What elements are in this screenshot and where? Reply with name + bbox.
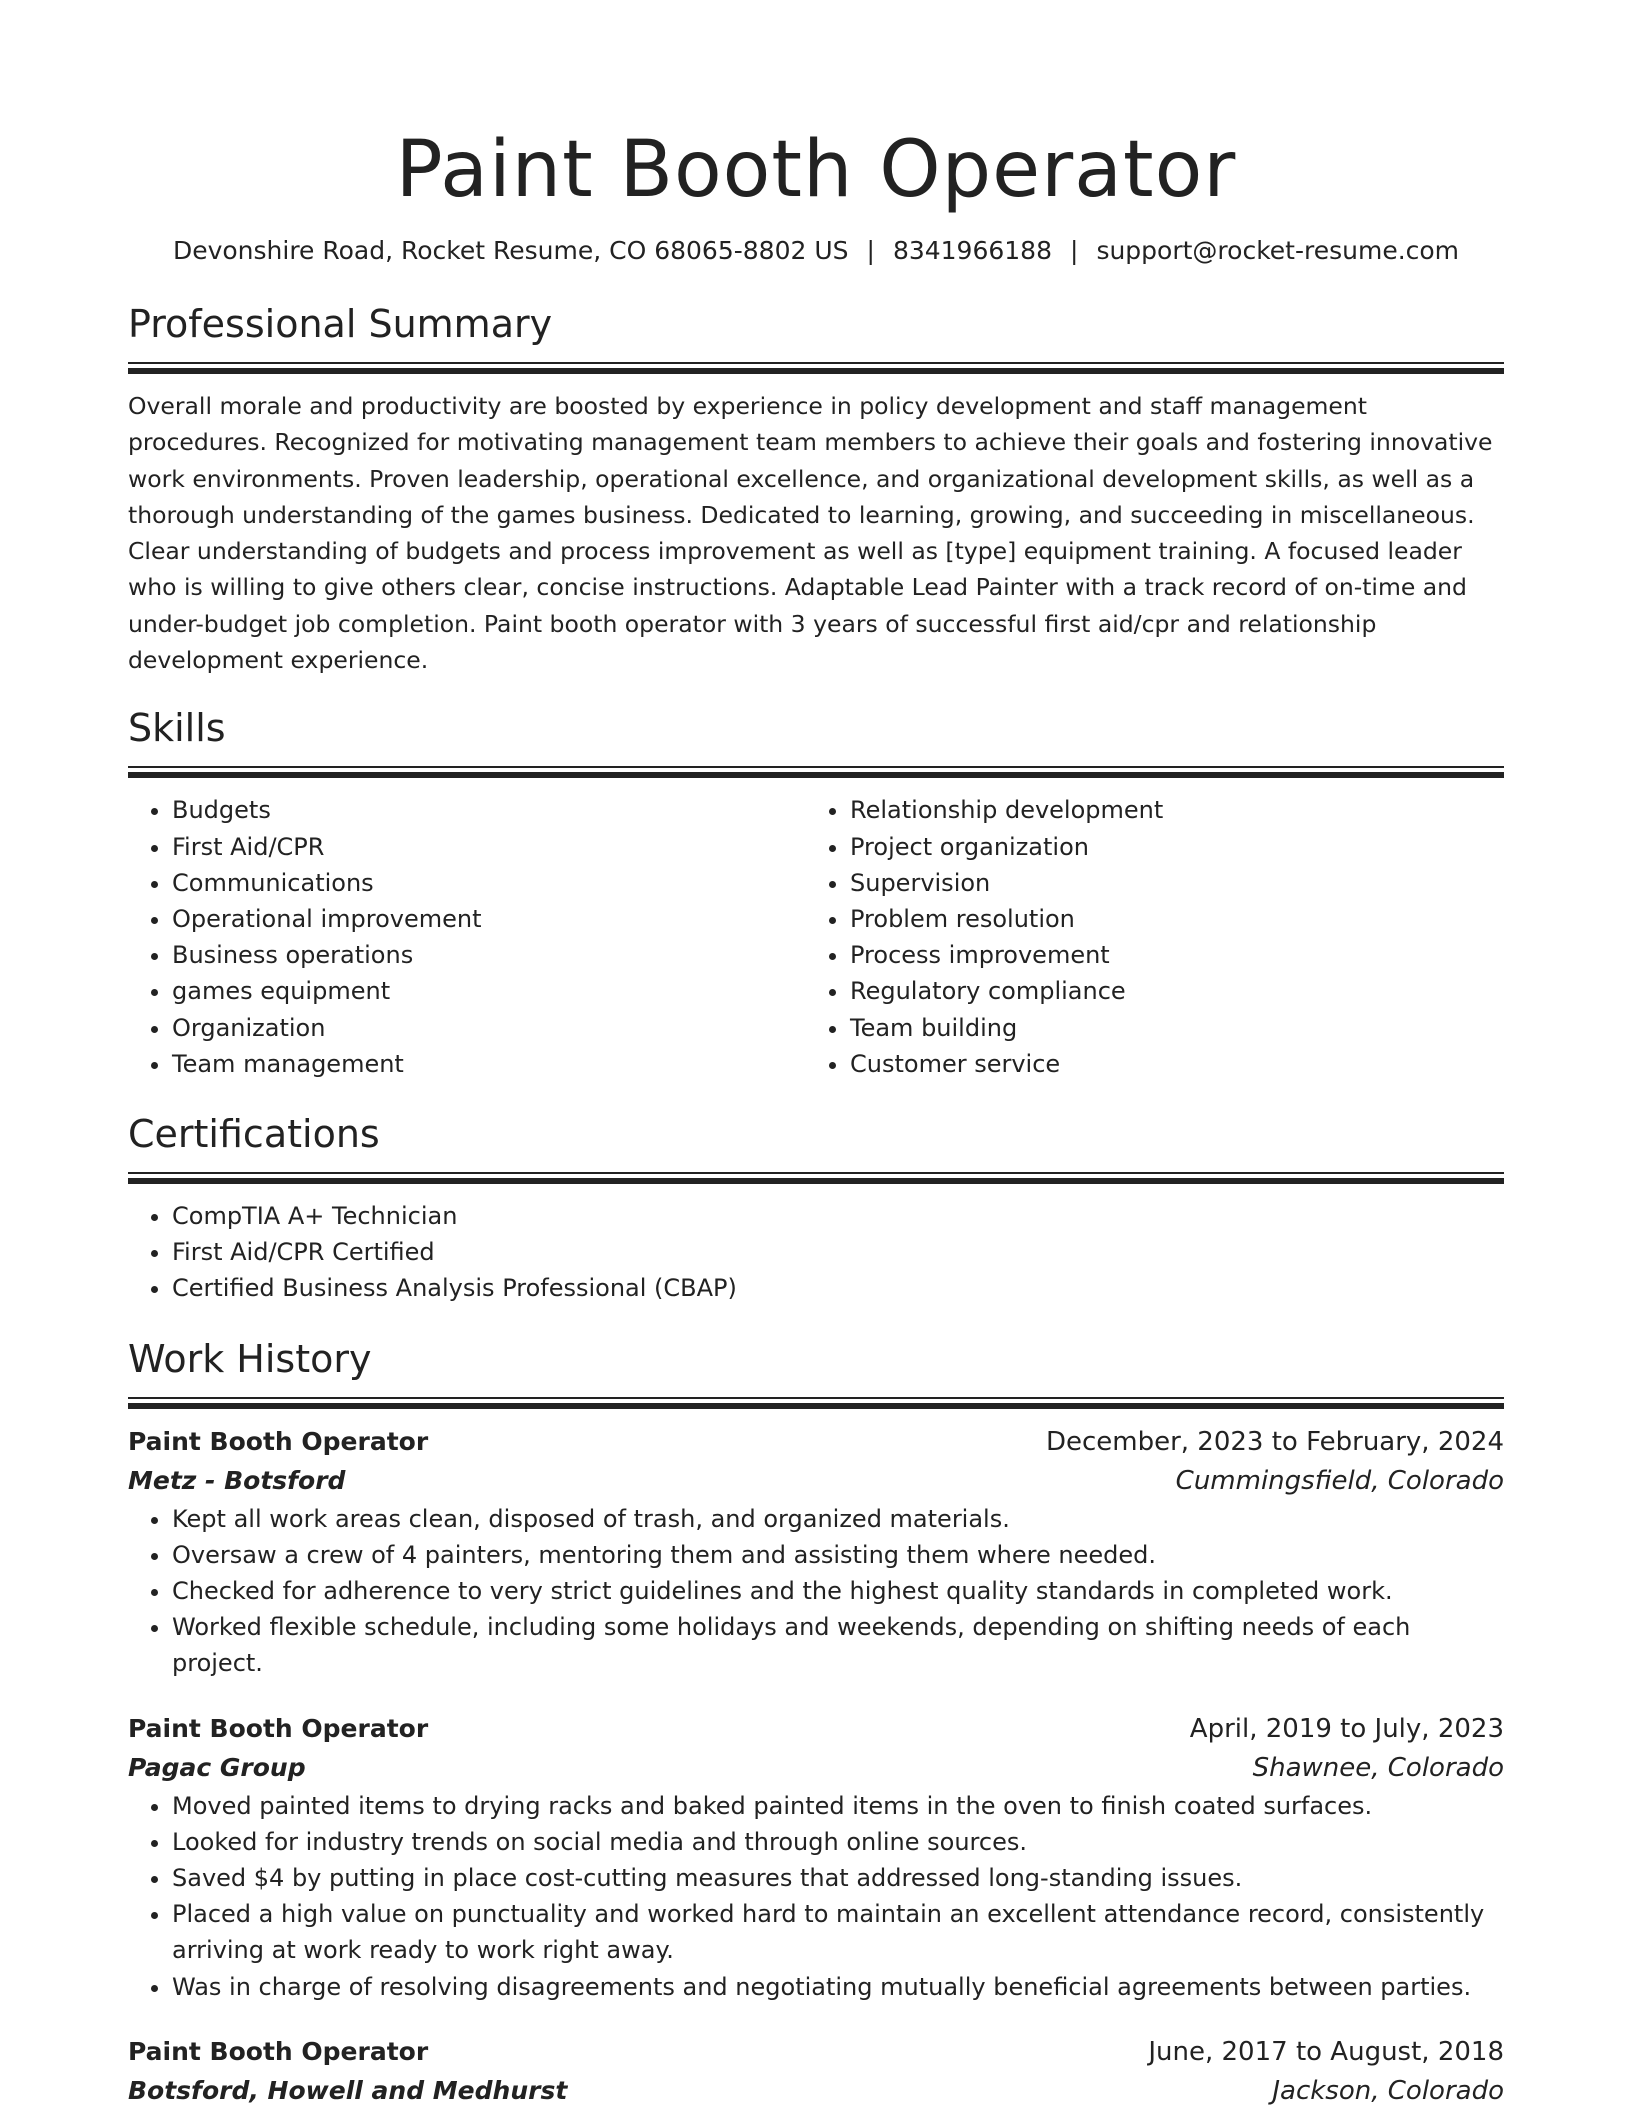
section-title-certifications: Certifications [128, 1112, 380, 1156]
skill-item: • Budgets [172, 792, 806, 828]
section-divider [128, 362, 1504, 374]
section-title-skills: Skills [128, 706, 226, 751]
skill-item: • Business operations [172, 937, 806, 973]
summary-text: Overall morale and productivity are boosted by experience in policy development and staff management procedures. Recognized for motivating management team members to achieve their goals and fostering innovative work environments. Proven leadership, operational excellence, and organizational development skills, as well as a thorough understanding of the games business. Dedicated to learning, growing, and succeeding in miscellaneous. Clear understanding of budgets and process improvement as well as [type] equipment training. A focused leader who is willing to give others clear, concise instructions. Adaptable Lead Painter with a track record of on-time and under-budget job completion. Paint booth operator with 3 years of successful first aid/cpr and relationship development experience. [128, 392, 1493, 675]
job-list [128, 1423, 1504, 2111]
job-title: Paint Booth Operator [128, 2036, 429, 2066]
job-duty-item: • Placed a high value on punctuality and worked hard to maintain an excellent attendance record, consistently arriving at work ready to work right away. [172, 1896, 1504, 1968]
skills-column-right [806, 792, 1484, 1082]
skill-item: • Customer service [850, 1046, 1484, 1082]
job-dates: April, 2019 to July, 2023 [1189, 1713, 1504, 1744]
job-location: Cummingsfield, Colorado [1175, 1465, 1504, 1496]
job-title: Paint Booth Operator [128, 1713, 429, 1743]
skills-list-left [128, 792, 806, 1082]
job-company: Botsford, Howell and Medhurst [128, 2075, 568, 2105]
skill-item: • Problem resolution [850, 901, 1484, 937]
job-duties-list [128, 1501, 1504, 1682]
contact-phone: 8341966188 [892, 236, 1052, 265]
skills-section [128, 702, 1504, 1082]
job-header [128, 2033, 1504, 2071]
job-duty-item: • Was in charge of resolving disagreements and negotiating mutually beneficial agreements between parties. [172, 1969, 1504, 2005]
certification-item: • First Aid/CPR Certified [172, 1234, 1504, 1270]
certifications-section [128, 1108, 1504, 1307]
job-dates: December, 2023 to February, 2024 [1045, 1426, 1504, 1457]
skill-item: • Organization [172, 1010, 806, 1046]
section-divider [128, 1172, 1504, 1184]
job-subheader [128, 2071, 1504, 2111]
contact-line [128, 234, 1504, 268]
job-duty-item: • Oversaw a crew of 4 painters, mentoring them and assisting them where needed. [172, 1537, 1504, 1573]
section-divider [128, 766, 1504, 778]
resume-page [128, 0, 1504, 2111]
certification-item: • CompTIA A+ Technician [172, 1198, 1504, 1234]
skill-item: • games equipment [172, 973, 806, 1009]
job-duty-item: • Checked for adherence to very strict guidelines and the highest quality standards in completed work. [172, 1573, 1504, 1609]
job-duty-item: • Saved $4 by putting in place cost-cutting measures that addressed long-standing issues. [172, 1860, 1504, 1896]
certifications-list [128, 1198, 1504, 1307]
skill-item: • First Aid/CPR [172, 829, 806, 865]
job-subheader [128, 1748, 1504, 1788]
job-entry [128, 1710, 1504, 2005]
skills-column-left [128, 792, 806, 1082]
skill-item: • Team building [850, 1010, 1484, 1046]
section-divider [128, 1397, 1504, 1409]
skill-item: • Process improvement [850, 937, 1484, 973]
job-duty-item: • Looked for industry trends on social media and through online sources. [172, 1824, 1504, 1860]
skill-item: • Supervision [850, 865, 1484, 901]
job-header [128, 1710, 1504, 1748]
job-duty-item: • Worked flexible schedule, including some holidays and weekends, depending on shifting needs of each project. [172, 1609, 1504, 1681]
job-duties-list [128, 1788, 1504, 2005]
skill-item: • Project organization [850, 829, 1484, 865]
skill-item: • Regulatory compliance [850, 973, 1484, 1009]
job-location: Jackson, Colorado [1272, 2075, 1504, 2106]
job-entry [128, 2033, 1504, 2111]
job-company: Metz - Botsford [128, 1465, 346, 1495]
certification-item: • Certified Business Analysis Professional (CBAP) [172, 1270, 1504, 1306]
skill-item: • Operational improvement [172, 901, 806, 937]
job-entry [128, 1423, 1504, 1682]
job-company: Pagac Group [128, 1752, 306, 1782]
skill-item: • Communications [172, 865, 806, 901]
job-title: Paint Booth Operator [128, 1426, 429, 1456]
skills-list-right [806, 792, 1484, 1082]
job-header [128, 1423, 1504, 1461]
contact-email: support@rocket-resume.com [1096, 236, 1460, 265]
work-history-section [128, 1333, 1504, 2111]
skill-item: • Relationship development [850, 792, 1484, 828]
section-title-summary: Professional Summary [128, 302, 553, 346]
skill-item: • Team management [172, 1046, 806, 1082]
contact-separator: | [1070, 236, 1079, 265]
contact-address: Devonshire Road, Rocket Resume, CO 68065-8802 US [172, 236, 849, 265]
resume-name: Paint Booth Operator [395, 125, 1237, 215]
skills-grid [128, 792, 1504, 1082]
job-subheader [128, 1461, 1504, 1501]
summary-section [128, 298, 1504, 678]
section-title-work-history: Work History [128, 1336, 372, 1381]
job-duty-item: • Kept all work areas clean, disposed of trash, and organized materials. [172, 1501, 1504, 1537]
job-duty-item: • Moved painted items to drying racks and baked painted items in the oven to finish coated surfaces. [172, 1788, 1504, 1824]
job-dates: June, 2017 to August, 2018 [1148, 2036, 1504, 2067]
contact-separator: | [866, 236, 875, 265]
job-location: Shawnee, Colorado [1252, 1752, 1504, 1783]
